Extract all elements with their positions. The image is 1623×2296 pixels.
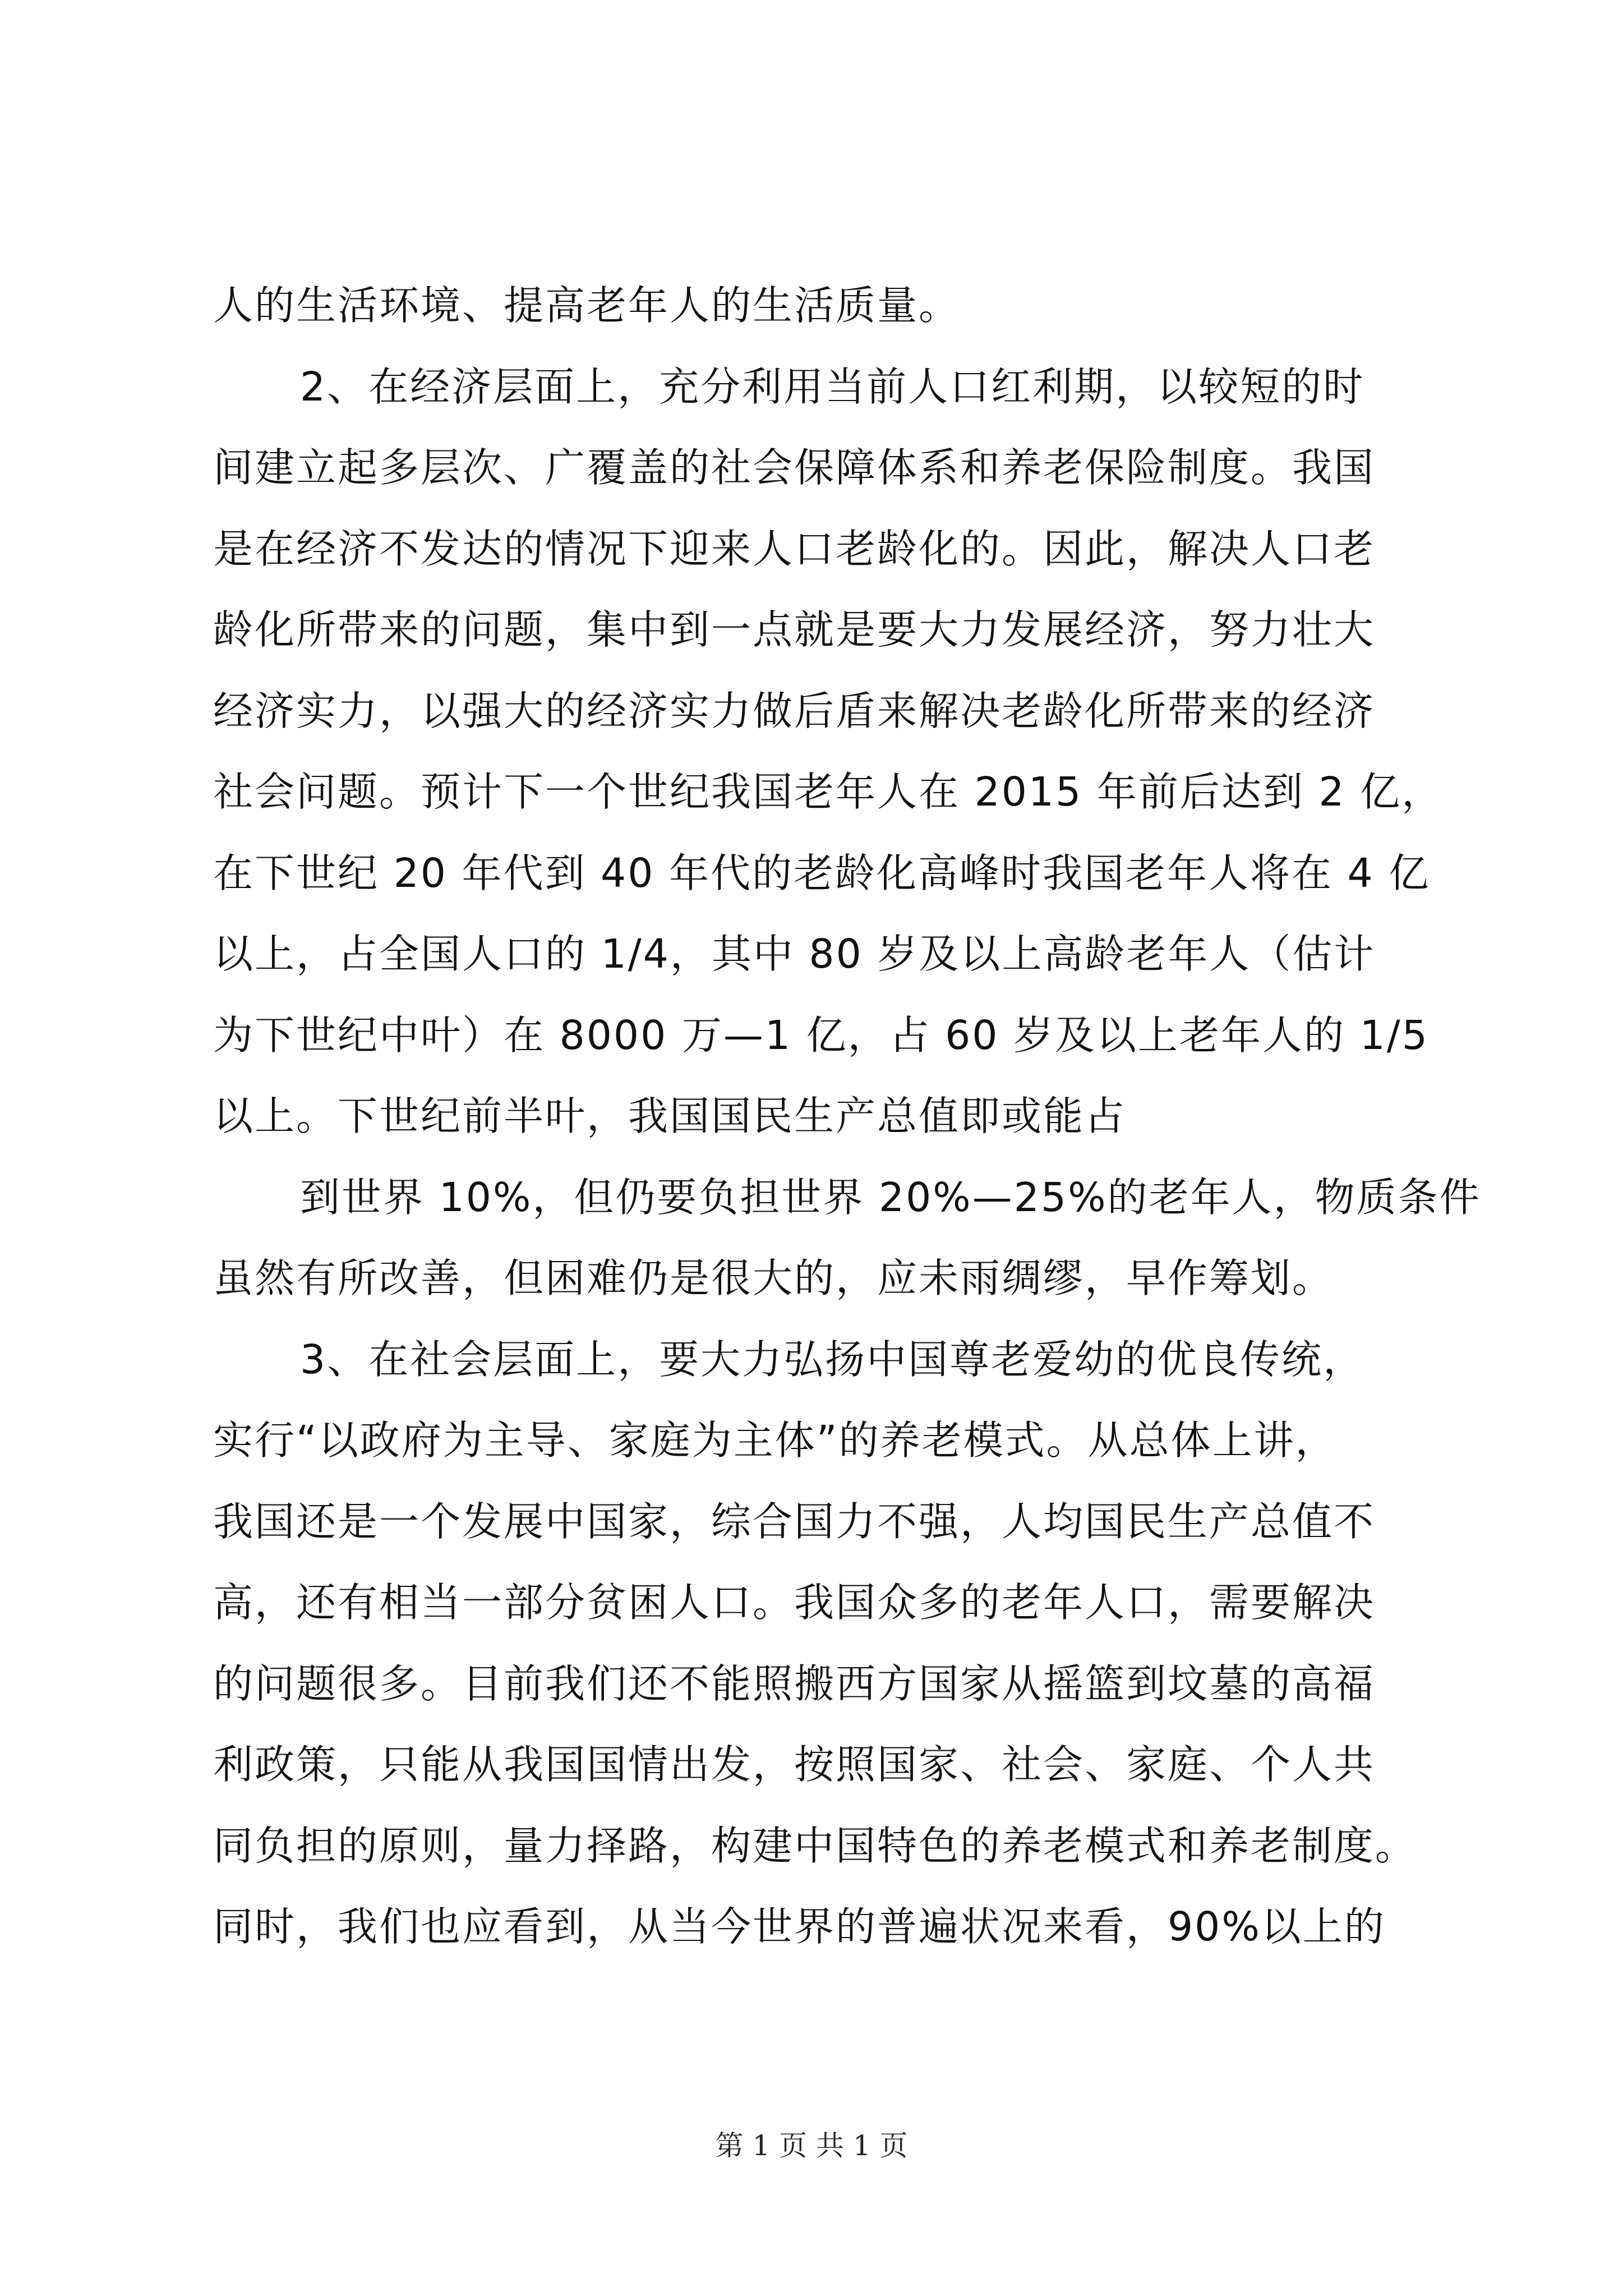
text-line: 利政策，只能从我国国情出发，按照国家、社会、家庭、个人共 xyxy=(213,1741,1376,1788)
text-line: 是在经济不发达的情况下迎来人口老龄化的。因此，解决人口老 xyxy=(213,526,1376,572)
text-line: 人的生活环境、提高老年人的生活质量。 xyxy=(213,282,961,329)
text-line: 社会问题。预计下一个世纪我国老年人在 2015 年前后达到 2 亿， xyxy=(213,769,1444,815)
text-line: 我国还是一个发展中国家，综合国力不强，人均国民生产总值不 xyxy=(213,1498,1376,1545)
page-footer: 第 1 页 共 1 页 xyxy=(715,2129,908,2162)
text-line: 到世界 10%，但仍要负担世界 20%—25%的老年人，物质条件 xyxy=(300,1174,1481,1221)
text-line: 以上。下世纪前半叶，我国国民生产总值即或能占 xyxy=(213,1093,1127,1139)
text-line: 为下世纪中叶）在 8000 万—1 亿，占 60 岁及以上老年人的 1/5 xyxy=(213,1012,1429,1059)
text-line: 实行“以政府为主导、家庭为主体”的养老模式。从总体上讲， xyxy=(213,1417,1337,1464)
text-line: 高，还有相当一部分贫困人口。我国众多的老年人口，需要解决 xyxy=(213,1579,1376,1626)
text-line: 经济实力，以强大的经济实力做后盾来解决老龄化所带来的经济 xyxy=(213,688,1376,734)
text-line: 龄化所带来的问题，集中到一点就是要大力发展经济，努力壮大 xyxy=(213,606,1376,653)
text-line: 2、在经济层面上，充分利用当前人口红利期，以较短的时 xyxy=(300,364,1365,410)
text-line: 同负担的原则，量力择路，构建中国特色的养老模式和养老制度。 xyxy=(213,1823,1417,1869)
text-line: 3、在社会层面上，要大力弘扬中国尊老爱幼的优良传统， xyxy=(300,1336,1365,1383)
text-line: 虽然有所改善，但困难仍是很大的，应未雨绸缪，早作筹划。 xyxy=(213,1255,1334,1301)
text-line: 在下世纪 20 年代到 40 年代的老龄化高峰时我国老年人将在 4 亿 xyxy=(213,850,1431,896)
text-line: 的问题很多。目前我们还不能照搬西方国家从摇篮到坟墓的高福 xyxy=(213,1660,1376,1707)
text-line: 间建立起多层次、广覆盖的社会保障体系和养老保险制度。我国 xyxy=(213,444,1376,491)
text-line: 以上，占全国人口的 1/4，其中 80 岁及以上高龄老年人（估计 xyxy=(213,931,1376,977)
text-line: 同时，我们也应看到，从当今世界的普遍状况来看，90%以上的 xyxy=(213,1903,1386,1950)
